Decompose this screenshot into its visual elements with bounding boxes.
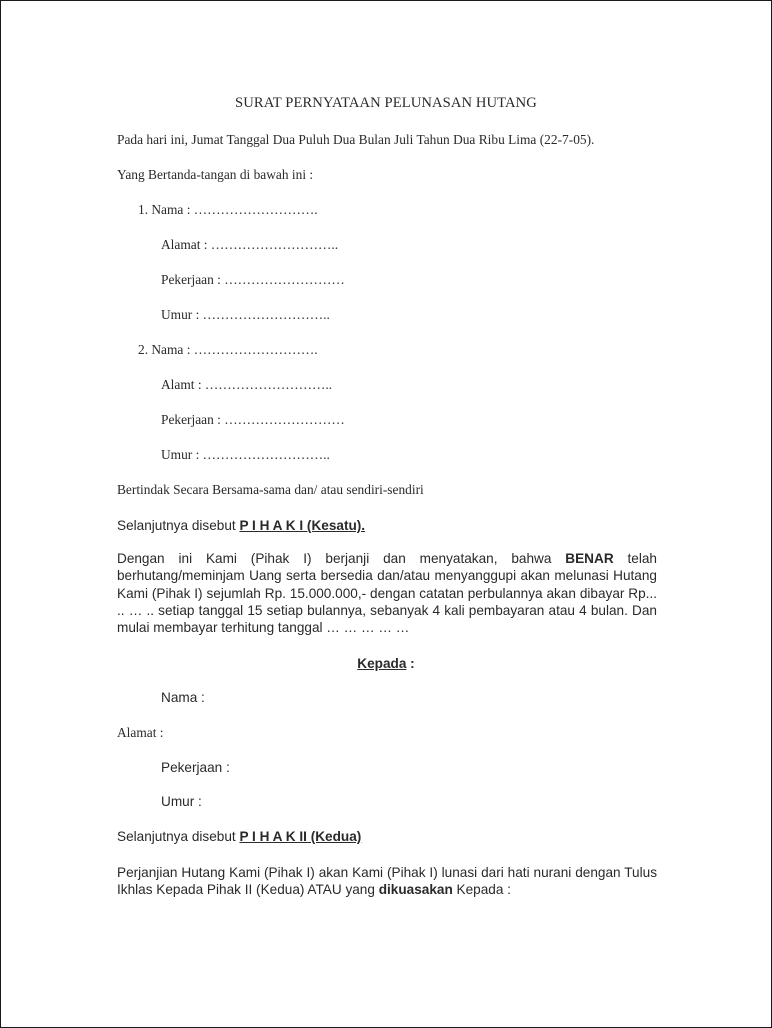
- party1-prefix: Selanjutnya disebut: [117, 518, 240, 533]
- closing-part1: Perjanjian Hutang Kami (Pihak I) akan Kami (Pihak I) lunasi dari hati nurani dengan Tulus Ikhlas Kepada Pihak II (Kedua) ATAU yang: [117, 865, 657, 898]
- recipient-pekerjaan: Pekerjaan :: [161, 760, 230, 775]
- acting-text: Bertindak Secara Bersama-sama dan/ atau sendiri-sendiri: [117, 482, 424, 497]
- person2-pekerjaan: Pekerjaan : ………………………: [161, 412, 345, 427]
- person2-alamat: Alamt : ………………………..: [161, 377, 333, 392]
- recipient-nama: Nama :: [161, 690, 205, 705]
- kepada-label: Kepada: [357, 656, 407, 671]
- statement-paragraph: [117, 550, 657, 636]
- signed-below-text: Yang Bertanda-tangan di bawah ini :: [117, 167, 314, 182]
- person2-umur: Umur : ………………………..: [161, 447, 330, 462]
- recipient-alamat: Alamat :: [117, 725, 164, 740]
- recipient-umur: Umur :: [161, 794, 202, 809]
- party2-prefix: Selanjutnya disebut: [117, 829, 240, 844]
- statement-part2: telah berhutang/meminjam Uang serta bersedia dan/atau menyanggupi akan melunasi Hutang Kami (Pihak I) sejumlah Rp. 15.000.000,- dengan catatan perbulannya akan dibayar Rp... .. … .. setiap tanggal 15 setiap bulannya, sebanyak 4 kali pembayaran atau 4 bulan. Dan mulai membayar terhitung tanggal … … … … …: [117, 551, 657, 636]
- party2-line: [117, 829, 361, 845]
- document-title: SURAT PERNYATAAN PELUNASAN HUTANG: [235, 95, 537, 111]
- kepada-heading: [1, 656, 771, 672]
- closing-part2: Kepada :: [452, 882, 511, 898]
- party1-line: [117, 518, 365, 534]
- intro-text: Pada hari ini, Jumat Tanggal Dua Puluh Dua Bulan Juli Tahun Dua Ribu Lima (22-7-05).: [117, 132, 595, 147]
- closing-bold: dikuasakan: [378, 882, 453, 898]
- statement-bold: BENAR: [565, 551, 614, 566]
- person2-nama: 2. Nama : ……………………….: [138, 342, 318, 357]
- person1-alamat: Alamat : ………………………..: [161, 237, 339, 252]
- kepada-colon: :: [406, 656, 415, 671]
- party2-label: P I H A K II (Kedua): [239, 829, 362, 844]
- person1-pekerjaan: Pekerjaan : ………………………: [161, 272, 345, 287]
- statement-part1: Dengan ini Kami (Pihak I) berjanji dan menyatakan, bahwa: [117, 551, 566, 566]
- closing-paragraph: [117, 864, 657, 899]
- person1-nama: 1. Nama : ……………………….: [138, 202, 318, 217]
- person1-umur: Umur : ………………………..: [161, 307, 330, 322]
- party1-label: P I H A K I (Kesatu).: [239, 518, 366, 533]
